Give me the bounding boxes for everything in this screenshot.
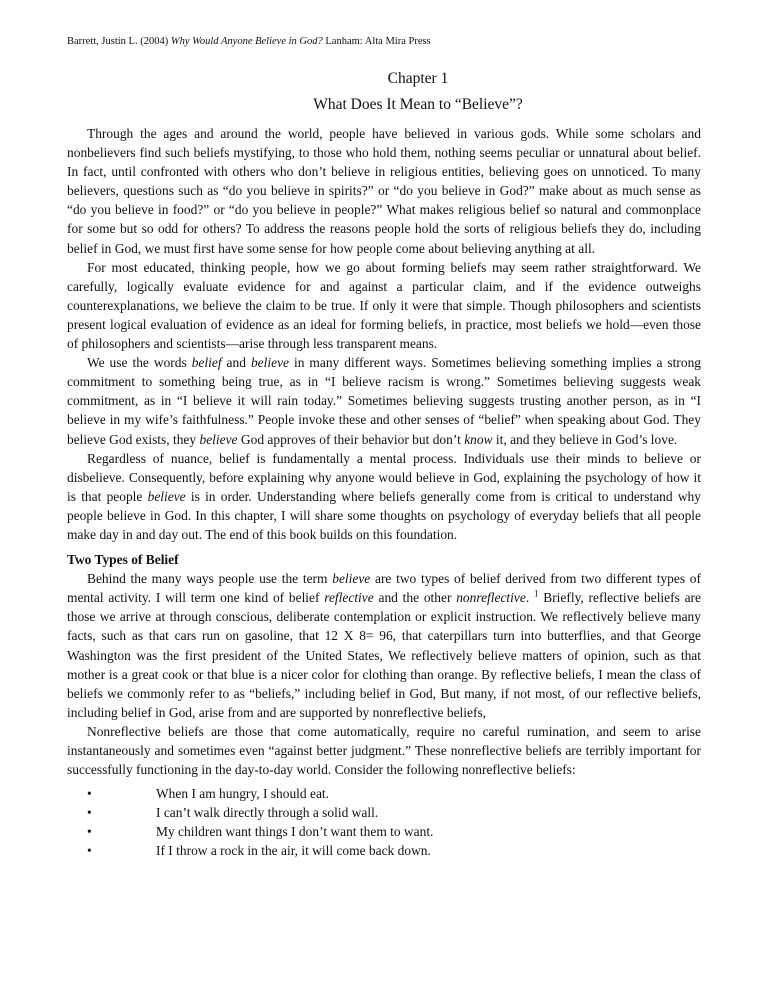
footnote-marker[interactable]: 1 bbox=[533, 588, 539, 599]
list-item bbox=[67, 803, 701, 822]
section-paragraph-2: Nonreflective beliefs are those that come automatically, require no careful rumination, and seem to arise instantaneously and sometimes even “against better judgment.” These nonreflective beliefs are terribly important for successfully functioning in the day-to-day world. Consider the following nonreflective beliefs: bbox=[67, 723, 701, 778]
emphasis: nonreflective bbox=[456, 590, 526, 606]
emphasis: know bbox=[464, 431, 493, 447]
emphasis: belief bbox=[191, 355, 222, 371]
text-span: it, and they believe in God’s love. bbox=[492, 431, 678, 447]
bullet-icon: • bbox=[87, 786, 92, 802]
text-span: and bbox=[221, 355, 251, 371]
paragraph-1: Through the ages and around the world, people have believed in various gods. While some scholars and nonbelievers find such beliefs mystifying, to those who hold them, nothing seems peculiar or unnatural about belief. In fact, until confronted with others who don’t believe in religious entities, believing goes on unnoticed. To many believers, questions such as “do you believe in spirits?” or “do you believe in God?” make about as much sense as “do you believe in food?” or “do you believe in people?” What makes religious belief so natural and commonplace for some but so odd for others? To address the reasons people hold the sorts of religious beliefs they do, including belief in God, we must first have some sense for how people come about believing anything at all. bbox=[67, 126, 701, 256]
list-item bbox=[67, 841, 701, 860]
emphasis: believe bbox=[332, 571, 371, 587]
emphasis: believe bbox=[250, 355, 289, 371]
citation-book-title: Why Would Anyone Believe in God? bbox=[170, 36, 323, 47]
paragraph-2: For most educated, thinking people, how we go about forming beliefs may seem rather straightforward. We carefully, logically evaluate evidence for and against a particular claim, and if the evidence outweighs counterexplanations, we believe the claim to be true. If only it were that simple. Though philosophers and scientists present logical evaluation of evidence as an ideal for forming beliefs, in practice, most beliefs we hold—even those of philosophers and scientists—arise through less transparent means. bbox=[67, 259, 701, 352]
text-span: and the other bbox=[373, 590, 457, 606]
bullet-list bbox=[67, 784, 701, 860]
section-heading: Two Types of Belief bbox=[67, 552, 179, 568]
chapter-number: Chapter 1 bbox=[387, 70, 449, 87]
text-span: is in order. Understanding where beliefs generally come from is critical to understand why people believe in God. In this chapter, I will share some thoughts on psychology of everyday beliefs that all people make day in and day out. The end of this book builds on this foundation. bbox=[67, 488, 701, 542]
emphasis: believe bbox=[147, 488, 186, 504]
text-span: Briefly, reflective beliefs are those we arrive at through conscious, deliberate contemplation or explicit instruction. We reflectively believe many facts, such as that cars run on gasoline, that 12 X 8= 96, that caterpillars turn into butterflies, and that George Washington was the first president of the United States, We reflectively believe matters of opinion, such as that mother is a great cook or that blue is a nicer color for clothing than orange. By reflective beliefs, I mean the class of beliefs we commonly refer to as “beliefs,” including belief in God, But many, if not most, of our reflective beliefs, including belief in God, arise from and are supported by nonreflective beliefs, bbox=[67, 590, 701, 720]
emphasis: believe bbox=[199, 431, 238, 447]
list-item-text: If I throw a rock in the air, it will come back down. bbox=[156, 843, 431, 859]
text-span: God approves of their behavior but don’t bbox=[237, 431, 465, 447]
chapter-title: What Does It Mean to “Believe”? bbox=[313, 96, 523, 113]
text-span: . bbox=[525, 590, 534, 606]
text-span: in many different ways. Sometimes believing something implies a strong commitment to something being true, as in “I believe racism is wrong.” Sometimes believing suggests weak commitment, as in “I believe it will rain today.” Sometimes believing suggests trusting another person, as in “I believe in my wife’s faithfulness.” People invoke these and other senses of “belief” when speaking about God. They believe God exists, they bbox=[67, 355, 702, 447]
paragraph-4 bbox=[67, 449, 701, 544]
list-item bbox=[67, 784, 701, 803]
text-span: We use the words bbox=[87, 355, 192, 371]
text-span: are two types of belief derived from two different types of mental activity. I will term one kind of belief bbox=[67, 571, 701, 606]
paragraph-3 bbox=[67, 353, 701, 448]
text-span: Behind the many ways people use the term bbox=[87, 571, 333, 587]
list-item-text: I can’t walk directly through a solid wall. bbox=[156, 805, 379, 821]
list-item-text: When I am hungry, I should eat. bbox=[156, 786, 330, 802]
text-span: Regardless of nuance, belief is fundamentally a mental process. Individuals use their minds to believe or disbelieve. Consequently, before explaining why anyone would believe in God, explaining the psychology of how it is that people bbox=[67, 450, 701, 504]
section-paragraph-1 bbox=[67, 569, 701, 722]
bullet-icon: • bbox=[87, 843, 92, 859]
citation-publisher: Lanham: Alta Mira Press bbox=[322, 36, 431, 47]
chapter-body bbox=[67, 124, 701, 861]
citation-author: Barrett, Justin L. (2004) bbox=[67, 36, 171, 47]
emphasis: reflective bbox=[324, 590, 374, 606]
bullet-icon: • bbox=[87, 805, 92, 821]
list-item-text: My children want things I don’t want them to want. bbox=[156, 824, 434, 840]
citation-header bbox=[67, 36, 431, 47]
bullet-icon: • bbox=[87, 824, 92, 840]
list-item bbox=[67, 822, 701, 841]
